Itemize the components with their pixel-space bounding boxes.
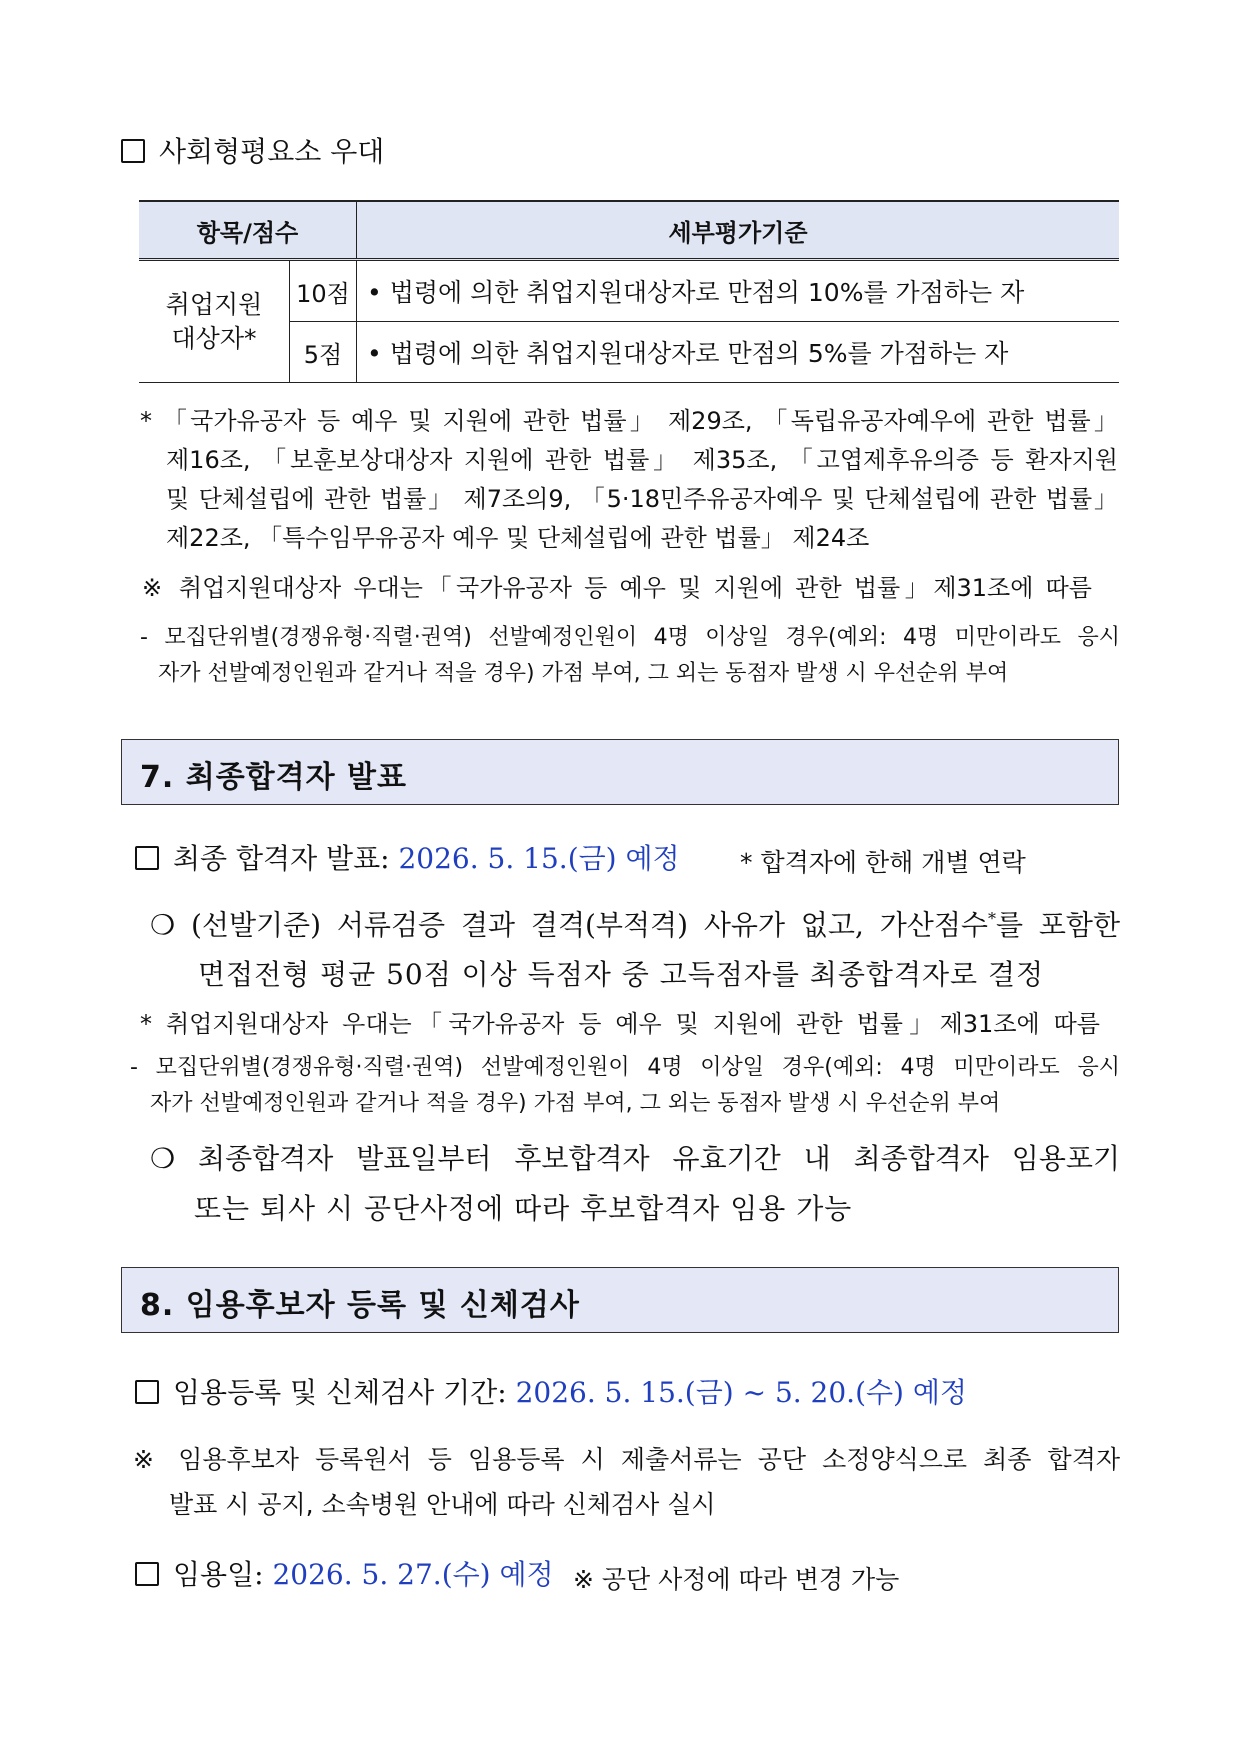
criteria-cell: • 법령에 의한 취업지원대상자로 만점의 5%를 가점하는 자: [357, 322, 1120, 383]
section-7-header: 7. 최종합격자 발표: [121, 739, 1119, 805]
section7-dash-note: - 모집단위별(경쟁유형·직렬·권역) 선발예정인원이 4명 이상일 경우(예외: 4명 미만이라도 응시 자가 선발예정인원과 같거나 적을 경우) 가점 부여, 그 외는 동점자 발생 시 우선순위 부여: [130, 1055, 1120, 1116]
score-cell: 10점: [290, 260, 357, 322]
appointment-date-value: 2026. 5. 27.(수) 예정: [272, 1558, 554, 1591]
registration-note: ※ 임용후보자 등록원서 등 임용등록 시 제출서류는 공단 소정양식으로 최종 합격자 발표 시 공지, 소속병원 안내에 따라 신체검사 실시: [133, 1445, 1120, 1519]
appointment-date: 임용일: 2026. 5. 27.(수) 예정: [135, 1553, 554, 1593]
checkbox-icon: [135, 1380, 159, 1404]
criteria-cell: • 법령에 의한 취업지원대상자로 만점의 10%를 가점하는 자: [357, 260, 1120, 322]
announce-date: 2026. 5. 15.(금) 예정: [398, 842, 680, 875]
evaluation-table: [139, 200, 1119, 383]
table-header-criteria: 세부평가기준: [357, 201, 1120, 260]
selection-criteria: ❍ (선발기준) 서류검증 결과 결격(부적격) 사유가 없고, 가산점수*를 포함한 면접전형 평균 50점 이상 득점자 중 고득점자를 최종합격자로 결정: [150, 908, 1120, 992]
final-announcement: 최종 합격자 발표: 2026. 5. 15.(금) 예정: [135, 837, 680, 877]
law-footnote: * 「국가유공자 등 예우 및 지원에 관한 법률」 제29조, 「독립유공자예우에 관한 법률」 제16조, 「보훈보상대상자 지원에 관한 법률」 제35조, 「고엽제후유의증 등 환자지원 및 단체설립에 관한 법률」 제7조의9, 「5·18민주유공자예우 및 단체설립에 관한 법률」 제22조, 「특수임무유공자 예우 및 단체설립에 관한 법률」 제24조: [140, 407, 1118, 552]
social-dash-note: - 모집단위별(경쟁유형·직렬·권역) 선발예정인원이 4명 이상일 경우(예외: 4명 미만이라도 응시 자가 선발예정인원과 같거나 적을 경우) 가점 부여, 그 외는 동점자 발생 시 우선순위 부여: [140, 625, 1120, 686]
candidate-note: ❍ 최종합격자 발표일부터 후보합격자 유효기간 내 최종합격자 임용포기 또는 퇴사 시 공단사정에 따라 후보합격자 임용 가능: [150, 1142, 1120, 1225]
registration-period: 임용등록 및 신체검사 기간: 2026. 5. 15.(금) ~ 5. 20.(수) 예정: [135, 1371, 967, 1411]
period-date: 2026. 5. 15.(금) ~ 5. 20.(수) 예정: [515, 1376, 967, 1409]
social-note: ※ 취업지원대상자 우대는「국가유공자 등 예우 및 지원에 관한 법률」제31조에 따름: [142, 574, 1092, 602]
checkbox-icon: [135, 1562, 159, 1586]
category-cell: 취업지원 대상자*: [139, 260, 290, 383]
score-cell: 5점: [290, 322, 357, 383]
table-header-item: 항목/점수: [139, 201, 357, 260]
table-row: [139, 260, 1119, 322]
announce-note: * 합격자에 한해 개별 연락: [740, 848, 1026, 877]
checkbox-icon: [121, 139, 145, 163]
section-8-header: 8. 임용후보자 등록 및 신체검사: [121, 1267, 1119, 1333]
appointment-note: ※ 공단 사정에 따라 변경 가능: [573, 1565, 900, 1594]
social-equity-heading: 사회형평요소 우대: [121, 130, 384, 170]
checkbox-icon: [135, 846, 159, 870]
section7-note: * 취업지원대상자 우대는「국가유공자 등 예우 및 지원에 관한 법률」제31조에 따름: [140, 1010, 1100, 1038]
